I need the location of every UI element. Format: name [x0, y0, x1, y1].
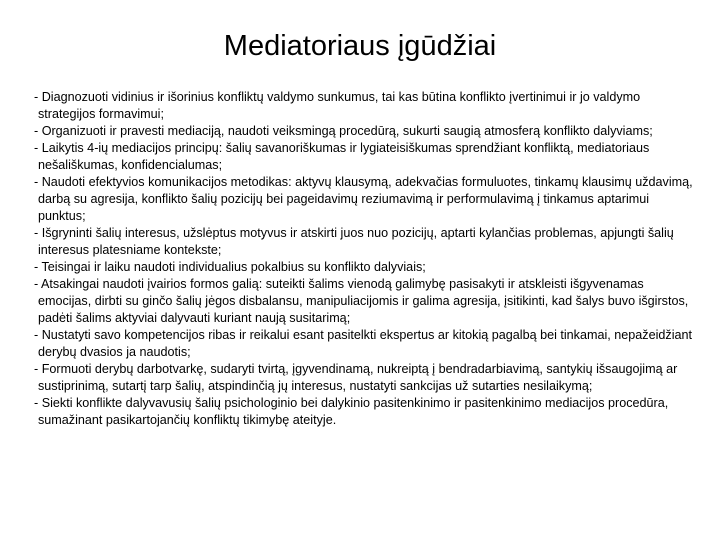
list-item: - Naudoti efektyvios komunikacijos metodikas: aktyvų klausymą, adekvačias formuluotes, tinkamų klausimų uždavimą, darbą su agresija, konflikto šalių pozicijų bei pageidavimų reziumavimą ir performulavimą į tinkamus aptarimui punktus; — [34, 175, 693, 223]
list-item: - Nustatyti savo kompetencijos ribas ir reikalui esant pasitelkti ekspertus ar kitokią pagalbą bei tinkamai, nepažeidžiant derybų dvasios ja naudotis; — [34, 328, 692, 359]
list-item: - Laikytis 4-ių mediacijos principų: šalių savanoriškumas ir lygiateisiškumas sprendžiant konfliktą, mediatoriaus nešališkumas, konfidencialumas; — [34, 141, 650, 172]
list-item: - Diagnozuoti vidinius ir išorinius konfliktų valdymo sunkumus, tai kas būtina konflikto įvertinimui ir jo valdymo strategijos formavimui; — [34, 90, 641, 121]
skills-list — [34, 89, 698, 429]
list-item: - Formuoti derybų darbotvarkę, sudaryti tvirtą, įgyvendinamą, nukreiptą į bendradarbiavimą, santykių išsaugojimą ar sustiprinimą, sutartį tarp šalių, atspindinčią jų interesus, nustatyti sankcijas už sutarties nesilaikymą; — [34, 362, 678, 393]
list-item: - Atsakingai naudoti įvairios formos galią: suteikti šalims vienodą galimybę pasisakyti ir atskleisti išgyvenamas emocijas, dirbti su ginčo šalių jėgos disbalansu, manipuliacijomis ir galima agresija, įsitikinti, kad šalys buvo išgirstos, padėti šalims aktyviai dalyvauti kuriant naują susitarimą; — [34, 277, 689, 325]
list-item: - Teisingai ir laiku naudoti individualius pokalbius su konflikto dalyviais; — [34, 260, 426, 274]
slide-title: Mediatoriaus įgūdžiai — [223, 30, 497, 62]
list-item: - Organizuoti ir pravesti mediaciją, naudoti veiksmingą procedūrą, sukurti saugią atmosferą konflikto dalyviams; — [34, 124, 653, 138]
list-item: - Siekti konflikte dalyvavusių šalių psichologinio bei dalykinio pasitenkinimo ir pasitenkinimo mediacijos procedūra, sumažinant pasikartojančių konfliktų tikimybę ateityje. — [34, 396, 669, 427]
list-item: - Išgryninti šalių interesus, užslėptus motyvus ir atskirti juos nuo pozicijų, aptarti kylančias problemas, apjungti šalių interesus platesniame kontekste; — [34, 226, 674, 257]
